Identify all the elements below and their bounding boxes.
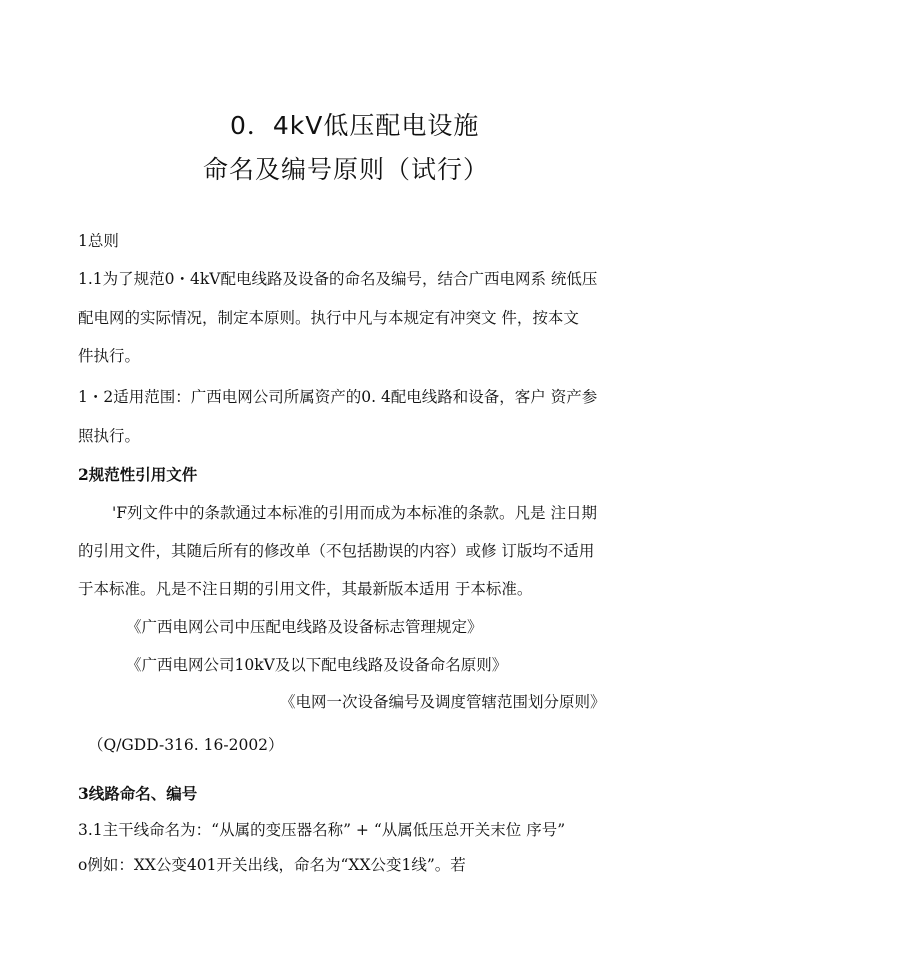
document-title-line1: 0．4kV低压配电设施 bbox=[230, 111, 480, 140]
paragraph-line: 的引用文件，其随后所有的修改单（不包括勘误的内容）或修 订版均不适用 bbox=[78, 542, 595, 560]
section-heading-references: 2规范性引用文件 bbox=[78, 465, 198, 484]
paragraph-line: 件执行。 bbox=[78, 347, 141, 365]
paragraph-line: 照执行。 bbox=[78, 427, 141, 445]
section-heading-general: 1总则 bbox=[78, 232, 119, 250]
paragraph-line: o例如：XX公变401开关出线，命名为“XX公变1线”。若 bbox=[78, 856, 466, 874]
paragraph-line: 1.1为了规范0・4kV配电线路及设备的命名及编号，结合广西电网系 统低压 bbox=[78, 270, 598, 288]
paragraph-line: 3.1主干线命名为：“从属的变压器名称” + “从属低压总开关末位 序号” bbox=[78, 821, 566, 839]
reference-item: 《广西电网公司中压配电线路及设备标志管理规定》 bbox=[126, 618, 483, 636]
paragraph-line: 于本标准。凡是不注日期的引用文件，其最新版本适用 于本标准。 bbox=[78, 580, 533, 598]
paragraph-line: 'F列文件中的条款通过本标准的引用而成为本标准的条款。凡是 注日期 bbox=[112, 504, 597, 522]
paragraph-line: 配电网的实际情况，制定本原则。执行中凡与本规定有冲突文 件，按本文 bbox=[78, 309, 579, 327]
reference-item: 《电网一次设备编号及调度管辖范围划分原则》 bbox=[280, 693, 606, 711]
section-heading-line-naming: 3线路命名、编号 bbox=[78, 784, 198, 803]
reference-item: 《广西电网公司10kV及以下配电线路及设备命名原则》 bbox=[126, 656, 508, 674]
document-title-line2: 命名及编号原则（试行） bbox=[203, 155, 490, 184]
paragraph-line: 1・2适用范围：广西电网公司所属资产的0. 4配电线路和设备，客户 资产参 bbox=[78, 388, 598, 406]
reference-standard-code: （Q/GDD-316. 16-2002） bbox=[88, 736, 284, 754]
